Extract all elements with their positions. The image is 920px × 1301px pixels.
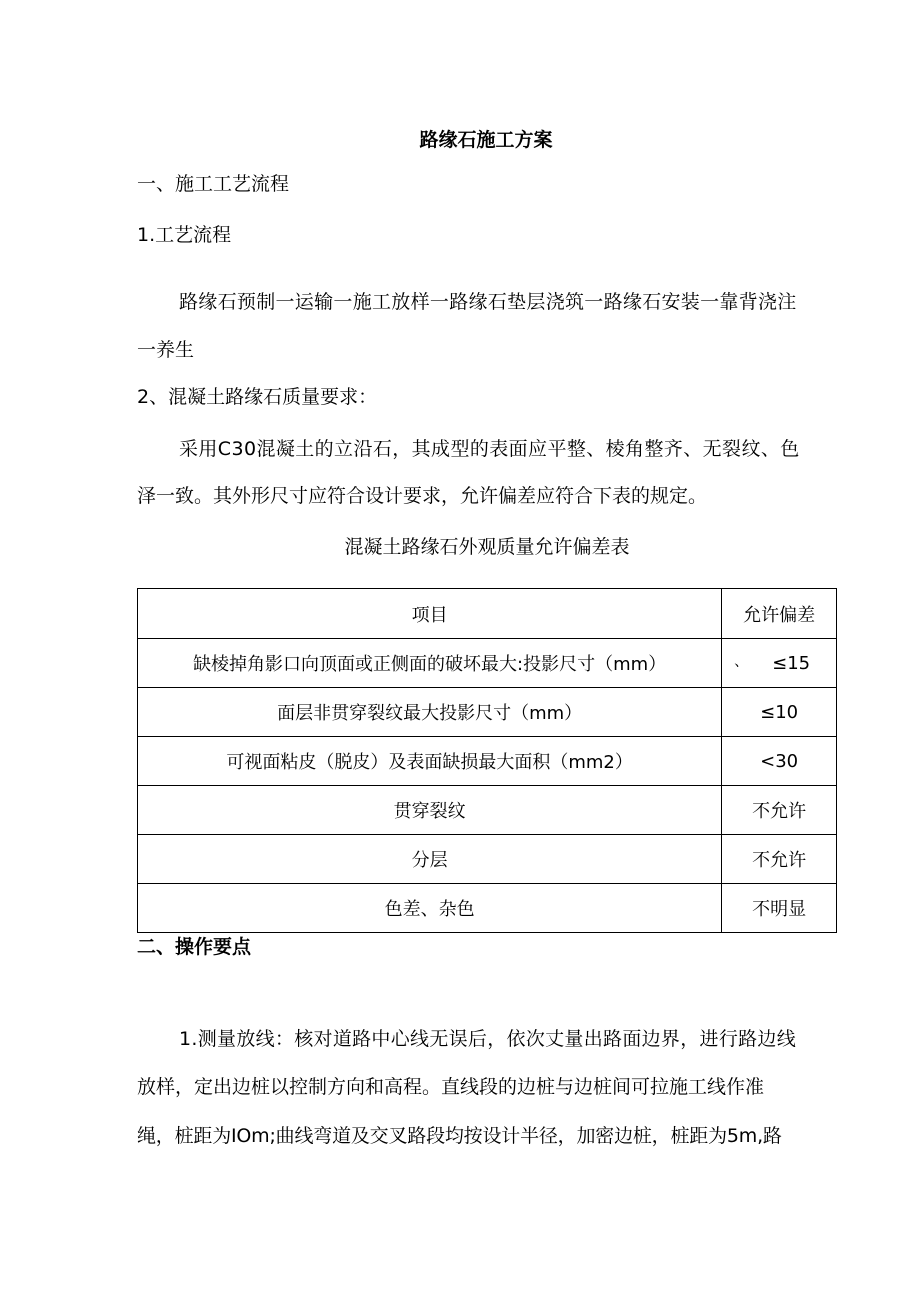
table-row [138, 688, 837, 737]
header-item: 项目 [138, 589, 722, 639]
row-item: 面层非贯穿裂纹最大投影尺寸（mm） [138, 688, 722, 737]
row-value [722, 639, 837, 688]
row-value-text: ≤15 [772, 652, 811, 674]
row-item: 分层 [138, 835, 722, 884]
row-item: 缺棱掉角影口向顶面或正侧面的破坏最大:投影尺寸（mm） [138, 639, 722, 688]
table-row [138, 835, 837, 884]
section-heading-2: 二、操作要点 [137, 936, 252, 958]
table-row [138, 786, 837, 835]
operation-line-1: 1.测量放线：核对道路中心线无误后，依次丈量出路面边界，进行路边线 [179, 1028, 797, 1050]
subsection-heading-1: 1.工艺流程 [137, 224, 232, 246]
flow-text-line-2: 一养生 [137, 339, 195, 361]
row-value: 不明显 [722, 884, 837, 933]
operation-line-2: 放样，定出边桩以控制方向和高程。直线段的边桩与边桩间可拉施工线作准 [137, 1076, 765, 1098]
row-item: 可视面粘皮（脱皮）及表面缺损最大面积（mm2） [138, 737, 722, 786]
header-tolerance: 允许偏差 [722, 589, 837, 639]
requirement-line-2: 泽一致。其外形尺寸应符合设计要求，允许偏差应符合下表的规定。 [137, 485, 708, 507]
tolerance-table [137, 588, 837, 933]
page-title: 路缘石施工方案 [419, 129, 553, 151]
row-value: <30 [722, 737, 837, 786]
requirement-line-1: 采用C30混凝土的立沿石，其成型的表面应平整、棱角整齐、无裂纹、色 [179, 438, 800, 460]
table-caption: 混凝土路缘石外观质量允许偏差表 [344, 536, 630, 558]
section-heading-1: 一、施工工艺流程 [137, 173, 290, 195]
table-row [138, 639, 837, 688]
stray-mark: 、 [734, 654, 749, 670]
row-value: 不允许 [722, 786, 837, 835]
row-value: 不允许 [722, 835, 837, 884]
subsection-heading-2: 2、混凝土路缘石质量要求： [137, 386, 378, 408]
operation-line-3: 绳，桩距为IOm;曲线弯道及交叉路段均按设计半径，加密边桩，桩距为5m,路 [137, 1125, 782, 1147]
row-value: ≤10 [722, 688, 837, 737]
table-row [138, 737, 837, 786]
table-header-row [138, 589, 837, 639]
flow-text-line-1: 路缘石预制一运输一施工放样一路缘石垫层浇筑一路缘石安装一靠背浇注 [179, 291, 797, 313]
table-row [138, 884, 837, 933]
row-item: 色差、杂色 [138, 884, 722, 933]
row-item: 贯穿裂纹 [138, 786, 722, 835]
